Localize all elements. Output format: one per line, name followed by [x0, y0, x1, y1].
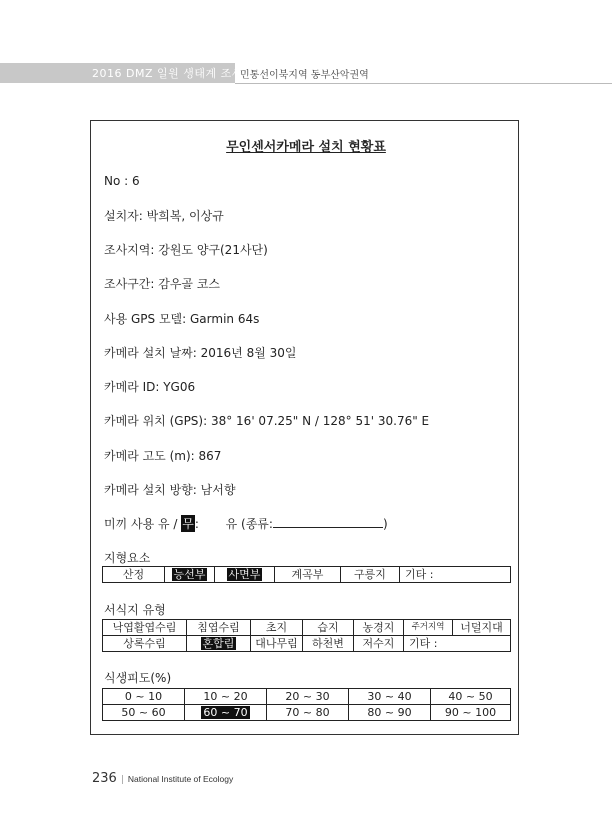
header-divider	[235, 83, 612, 84]
bait-type-blank	[273, 516, 383, 528]
habitat-cell: 상록수림	[103, 636, 187, 651]
terrain-cell: 능선부	[165, 567, 215, 582]
habitat-cell: 저수지	[354, 636, 404, 651]
page-number: 236	[92, 771, 117, 786]
field-installer: 설치자: 박희복, 이상규	[104, 209, 224, 223]
bait-colon: :	[194, 517, 199, 531]
habitat-table	[102, 619, 511, 652]
terrain-cell: 계곡부	[275, 567, 341, 582]
footer-separator: |	[120, 775, 124, 785]
field-install-direction: 카메라 설치 방향: 남서향	[104, 483, 236, 497]
vegetation-cell: 80 ~ 90	[349, 705, 431, 720]
bait-prefix: 미끼 사용 유 /	[104, 517, 178, 531]
vegetation-cell: 0 ~ 10	[103, 689, 185, 704]
terrain-label: 지형요소	[104, 551, 151, 565]
field-no: No : 6	[104, 174, 140, 188]
table-row	[103, 704, 510, 720]
habitat-cell: 너덜지대	[460, 621, 503, 634]
page-footer	[92, 771, 233, 786]
vegetation-cell: 40 ~ 50	[448, 690, 493, 703]
terrain-cell: 사면부	[215, 567, 275, 582]
habitat-cell: 하천변	[303, 636, 354, 651]
table-row	[103, 620, 510, 635]
terrain-cell: 기타 :	[405, 568, 434, 581]
vegetation-cell: 20 ~ 30	[267, 689, 349, 704]
habitat-cell: 주거지역	[404, 620, 453, 635]
habitat-cell: 대나무림	[251, 636, 303, 651]
header-survey-title: 2016 DMZ 일원 생태계 조사	[92, 67, 243, 80]
table-row	[103, 635, 510, 651]
vegetation-cell: 10 ~ 20	[185, 689, 267, 704]
vegetation-cell: 90 ~ 100	[444, 706, 497, 719]
vegetation-cell: 50 ~ 60	[103, 705, 185, 720]
habitat-cell: 혼합림	[187, 636, 251, 651]
habitat-cell: 농경지	[354, 620, 404, 635]
vegetation-label: 식생피도(%)	[104, 671, 172, 685]
field-bait	[104, 515, 388, 532]
terrain-cell: 구릉지	[341, 567, 400, 582]
field-install-date: 카메라 설치 날짜: 2016년 8월 30일	[104, 346, 297, 360]
habitat-cell: 기타 :	[409, 637, 438, 650]
vegetation-table	[102, 688, 511, 721]
field-camera-id: 카메라 ID: YG06	[104, 380, 196, 394]
field-camera-altitude: 카메라 고도 (m): 867	[104, 449, 222, 463]
habitat-label: 서식지 유형	[104, 603, 166, 617]
habitat-cell: 낙엽활엽수림	[103, 620, 187, 635]
vegetation-cell: 70 ~ 80	[267, 705, 349, 720]
no-value: 6	[132, 174, 140, 188]
field-survey-area: 조사지역: 강원도 양구(21사단)	[104, 243, 268, 257]
terrain-table	[102, 566, 511, 583]
table-row	[103, 567, 510, 582]
field-camera-location: 카메라 위치 (GPS): 38° 16' 07.25" N / 128° 51' 30.76" E	[104, 414, 430, 428]
bait-marked-no: 무	[182, 517, 194, 531]
habitat-cell: 초지	[251, 620, 303, 635]
habitat-cell: 침엽수림	[187, 620, 251, 635]
field-gps-model: 사용 GPS 모델: Garmin 64s	[104, 312, 260, 326]
table-row	[103, 689, 510, 704]
vegetation-cell: 60 ~ 70	[185, 705, 267, 720]
institute-name: National Institute of Ecology	[127, 774, 234, 784]
vegetation-cell: 30 ~ 40	[349, 689, 431, 704]
form-title: 무인센서카메라 설치 현황표	[226, 140, 386, 155]
no-label: No	[104, 174, 121, 188]
header-region-title: 민통선이북지역 동부산악권역	[240, 70, 369, 81]
field-survey-section: 조사구간: 감우골 코스	[104, 277, 221, 291]
terrain-cell: 산정	[103, 567, 165, 582]
habitat-cell: 습지	[303, 620, 354, 635]
bait-close: )	[382, 517, 388, 531]
bait-yes-label: 유 (종류:	[225, 517, 273, 531]
